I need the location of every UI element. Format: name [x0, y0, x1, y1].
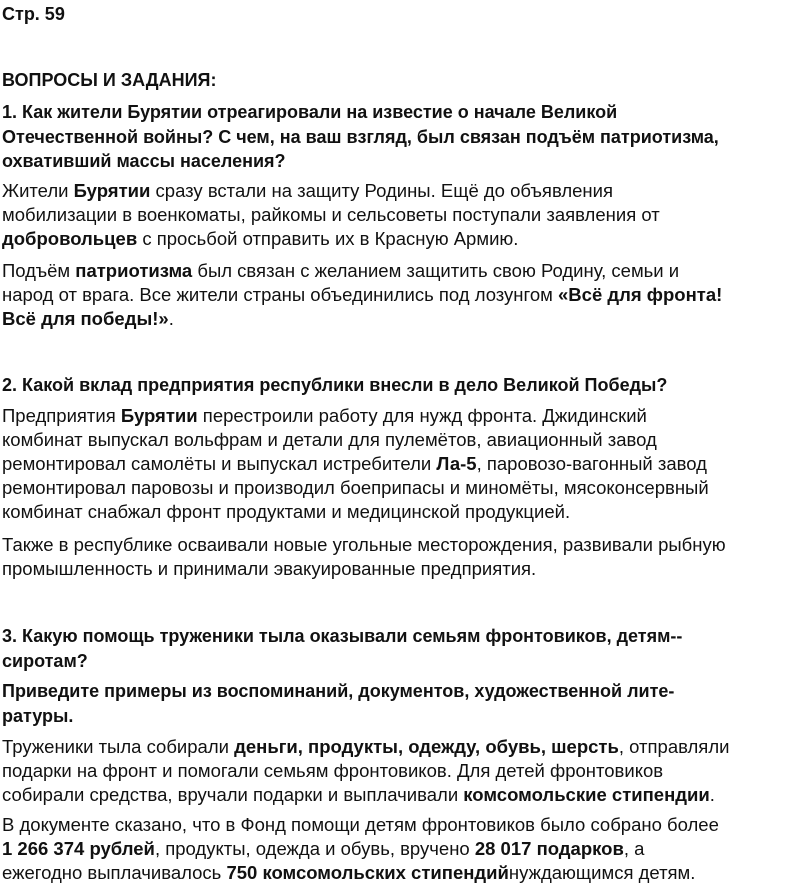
highlight-stipends: комсомольские стипендии	[463, 784, 710, 805]
page-number: Стр. 59	[2, 4, 65, 24]
highlight-slogan: «Всё для фронта!	[558, 284, 723, 305]
highlight-slogan-end: Всё для победы!»	[2, 308, 169, 329]
question-3: 3. Какую помощь труженики тыла оказывали семьям фронтовиков, детям-- сиротам?	[2, 626, 683, 671]
answer-1-paragraph-2: Подъём патриотизма был связан с желанием защитить свою Родину, семьи и народ от врага. Все жители страны объединились под лозунгом «Всё для фронта! Всё для победы!».	[2, 260, 723, 329]
highlight-buryatia-2: Бурятии	[120, 405, 198, 426]
answer-3-paragraph-2: В документе сказано, что в Фонд помощи детям фронтовиков было собрано более 1 266 374 рублей, продукты, одежда и обувь, вручено 28 017 подарков, а ежегодно выплачивалось 750 комсомольских стипендийнуждающимся детям.	[2, 814, 719, 883]
question-1-line-1: 1. Как жители Бурятии отреагировали на известие о начале Великой	[2, 102, 618, 122]
highlight-patriotism: патриотизма	[75, 260, 193, 281]
highlight-buryatia: Бурятии	[73, 180, 151, 201]
highlight-volunteers: добровольцев	[2, 228, 138, 249]
question-1-line-3: охвативший массы населения?	[2, 151, 286, 171]
answer-2-paragraph-1: Предприятия Бурятии перестроили работу для нужд фронта. Джидинский комбинат выпускал вольфрам и детали для пулемётов, авиационный завод ремонтировал самолёты и выпускал истребители Ла-5, паровозо-вагонный завод ремонтировал паровозы и производил боеприпасы и миномёты, мясоконсервный комбинат снабжал фронт продуктами и медицинской продукцией.	[2, 405, 709, 522]
question-3-task: Приведите примеры из воспоминаний, документов, художественной лите- ратуры.	[2, 681, 675, 726]
highlight-rubles: 1 266 374 рублей	[2, 838, 155, 859]
highlight-donations: деньги, продукты, одежду, обувь, шерсть	[234, 736, 619, 757]
highlight-la5: Ла-5	[436, 453, 477, 474]
answer-2-paragraph-2: Также в республике осваивали новые угольные месторождения, развивали рыбную промышленность и принимали эвакуированные предприятия.	[2, 534, 726, 579]
section-title: ВОПРОСЫ И ЗАДАНИЯ:	[2, 70, 217, 90]
question-1-line-2: Отечественной войны? С чем, на ваш взгляд, был связан подъём патриотизма,	[2, 126, 719, 147]
highlight-stipends-count: 750 комсомольских стипендий	[226, 862, 509, 883]
answer-1-paragraph-1: Жители Бурятии сразу встали на защиту Родины. Ещё до объявления мобилизации в военкоматы, райкомы и сельсоветы поступали заявления от добровольцев с просьбой отправить их в Красную Армию.	[2, 180, 660, 249]
answer-3-paragraph-1: Труженики тыла собирали деньги, продукты, одежду, обувь, шерсть, отправляли подарки на фронт и помогали семьям фронтовиков. Для детей фронтовиков собирали средства, вручали подарки и выплачивали комсомольские стипендии.	[2, 736, 730, 805]
question-2: 2. Какой вклад предприятия республики внесли в дело Великой Победы?	[2, 375, 668, 395]
highlight-gifts: 28 017 подарков	[474, 838, 624, 859]
question-1	[2, 100, 796, 174]
